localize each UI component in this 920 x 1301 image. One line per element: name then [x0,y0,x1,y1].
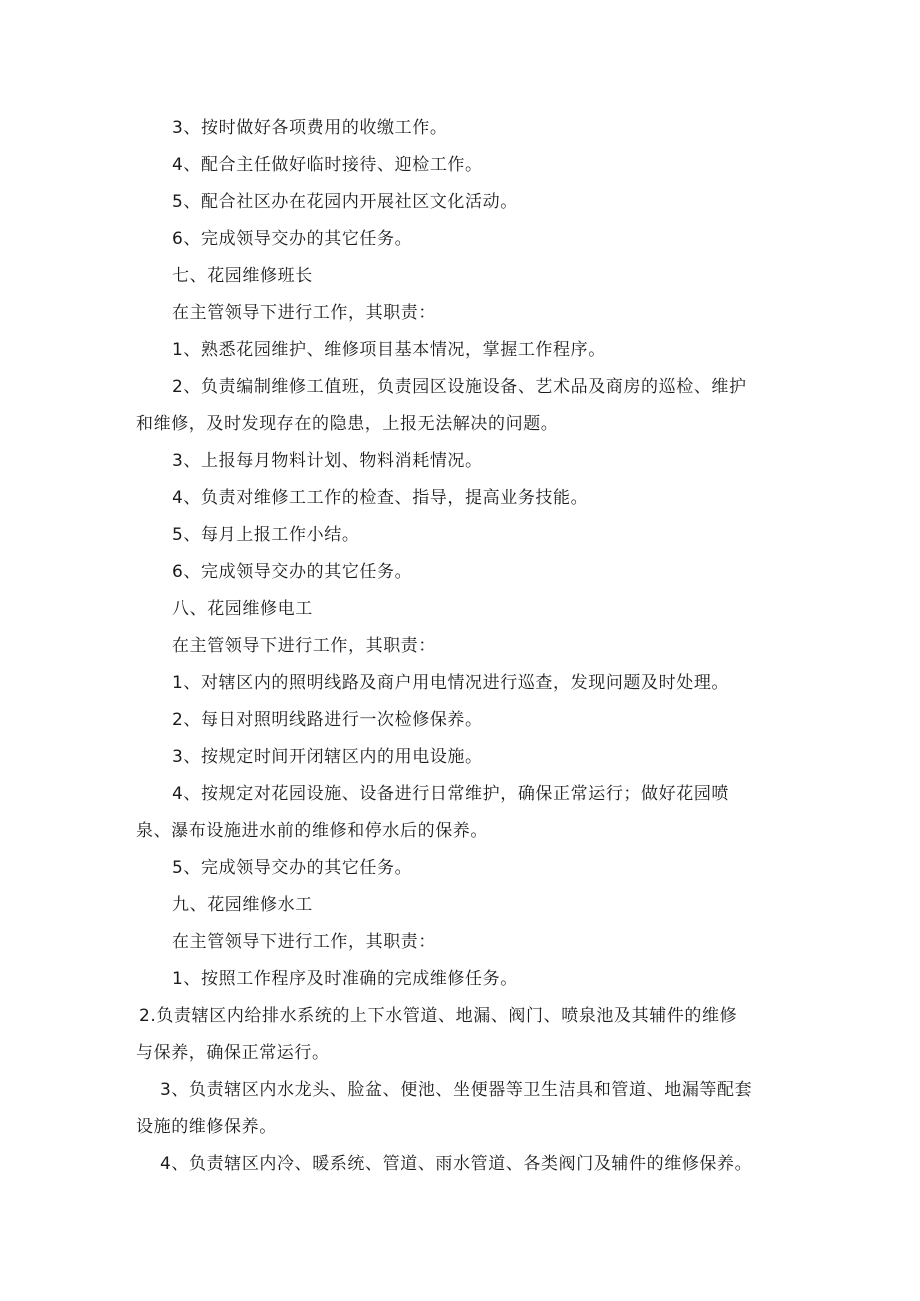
paragraph: 6、完成领导交办的其它任务。 [172,229,413,249]
paragraph: 在主管领导下进行工作，其职责： [172,303,436,323]
document-body [136,110,796,1183]
paragraph: 1、对辖区内的照明线路及商户用电情况进行巡查，发现问题及时处理。 [172,673,730,693]
paragraph: 2、每日对照明线路进行一次检修保养。 [172,710,483,730]
paragraph: 4、负责对维修工工作的检查、指导，提高业务技能。 [172,488,589,508]
paragraph [136,369,796,443]
paragraph-line: 与保养，确保正常运行。 [136,1043,330,1063]
paragraph: 6、完成领导交办的其它任务。 [172,562,413,582]
section-heading: 七、花园维修班长 [172,266,313,286]
paragraph: 在主管领导下进行工作，其职责： [172,932,436,952]
paragraph: 1、按照工作程序及时准确的完成维修任务。 [172,969,518,989]
paragraph-line: 泉、瀑布设施进水前的维修和停水后的保养。 [136,821,488,841]
paragraph [136,998,796,1072]
paragraph-line: 和维修，及时发现存在的隐患，上报无法解决的问题。 [136,414,559,434]
paragraph [136,776,796,850]
section-heading: 八、花园维修电工 [172,599,313,619]
paragraph: 1、熟悉花园维护、维修项目基本情况，掌握工作程序。 [172,340,606,360]
paragraph-line: 3、负责辖区内水龙头、脸盆、便池、坐便器等卫生洁具和管道、地漏等配套 [160,1080,753,1100]
paragraph: 3、上报每月物料计划、物料消耗情况。 [172,451,483,471]
paragraph: 5、每月上报工作小结。 [172,525,360,545]
paragraph [136,1072,796,1146]
paragraph-line: 2、负责编制维修工值班，负责园区设施设备、艺术品及商房的巡检、维护 [172,377,747,397]
paragraph: 4、负责辖区内冷、暖系统、管道、雨水管道、各类阀门及辅件的维修保养。 [160,1154,753,1174]
paragraph: 3、按规定时间开闭辖区内的用电设施。 [172,747,483,767]
paragraph: 5、完成领导交办的其它任务。 [172,858,413,878]
paragraph-line: 设施的维修保养。 [136,1117,277,1137]
paragraph: 5、配合社区办在花园内开展社区文化活动。 [172,192,518,212]
paragraph-line: 4、按规定对花园设施、设备进行日常维护，确保正常运行；做好花园喷 [172,784,730,804]
section-heading: 九、花园维修水工 [172,895,313,915]
paragraph: 3、按时做好各项费用的收缴工作。 [172,118,448,138]
paragraph: 在主管领导下进行工作，其职责： [172,636,436,656]
paragraph-line: 2.负责辖区内给排水系统的上下水管道、地漏、阀门、喷泉池及其辅件的维修 [139,1006,738,1026]
paragraph: 4、配合主任做好临时接待、迎检工作。 [172,155,483,175]
